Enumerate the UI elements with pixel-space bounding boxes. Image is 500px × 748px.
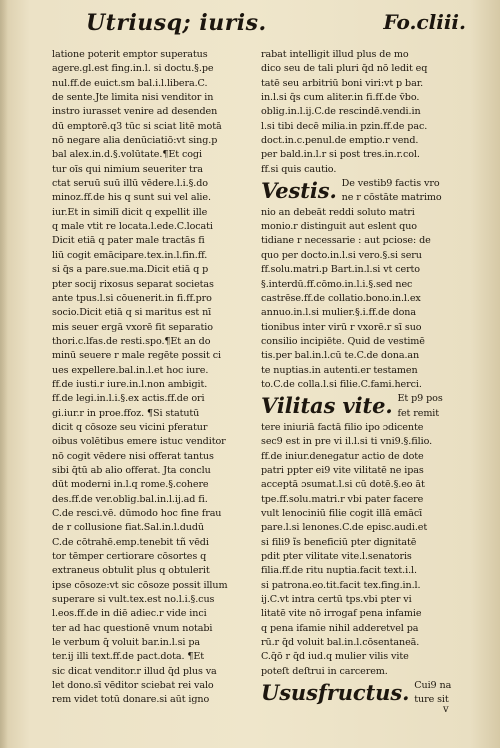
- text-line: Dicit etiā q pater male tractās fi: [52, 235, 205, 247]
- text-line: patri ppter ei9 vite vilitatē ne ipas: [261, 464, 424, 476]
- text-line: vult lenociniū filie cogit illā emācī: [261, 508, 423, 519]
- text-line: ff.de iniur.denegatur actio de dote: [261, 450, 424, 462]
- rubric-vestis: [261, 177, 457, 206]
- text-line: q male vtit re locata.l.ede.C.locati: [52, 221, 213, 233]
- text-line: litatē vite nō irrogaf pena infamie: [261, 608, 422, 620]
- text-line: ff.de legi.in.l.i.§.ex actis.ff.de ori: [52, 393, 205, 405]
- text-line: socio.Dicit etiā q si maritus est nī: [52, 307, 212, 319]
- text-line: §.interdū.ff.cōmo.in.l.i.§.sed nec: [261, 278, 413, 290]
- text-line: rū.r q̄d voluit bal.in.l.cōsentaneā.: [261, 637, 420, 649]
- text-line: dūt moderni in.l.q rome.§.cohere: [52, 479, 209, 491]
- text-line: ctat seruū suū illū vēdere.l.i.§.do: [52, 178, 208, 190]
- text-line: C.de cōtrahē.emp.tenebit tñ vēdi: [52, 536, 209, 548]
- text-line: q pena ifamie nihil adderetvel pa: [261, 622, 419, 634]
- text-line: quo per docto.in.l.si vero.§.si seru: [261, 249, 422, 261]
- text-line: oibus volētibus emere istuc venditor: [52, 436, 226, 448]
- text-line: nio an debeāt reddi soluto matri: [261, 206, 415, 218]
- text-line: sibi q̄tū ab alio offerat. Jta conclu: [52, 464, 211, 476]
- text-line: te nuptias.in autenti.er testamen: [261, 364, 418, 376]
- text-line: annuo.in.l.si mulier.§.i.ff.de dona: [261, 307, 416, 319]
- text-line: ante tpus.l.si cōuenerit.in fi.ff.pro: [52, 292, 212, 304]
- text-line: to.C.de colla.l.si filie.C.fami.herci.: [261, 378, 422, 390]
- text-line: ipse cōsoze:vt sic cōsoze possit illum: [52, 579, 228, 591]
- rubric-tail: De vestib9 factis vro: [341, 178, 440, 190]
- text-line: minoz.ff.de his q sunt sui vel alie.: [52, 192, 211, 204]
- text-line: instro iurasset venire ad desenden: [52, 106, 218, 118]
- text-line: pare.l.si lenones.C.de episc.audi.et: [261, 522, 428, 534]
- text-line: nul.ff.de euict.sm bal.i.l.libera.C.: [52, 77, 208, 89]
- text-line: dū emptorē.q3 tūc si sciat litē motā: [52, 120, 222, 132]
- text-line: de r collusione fiat.Sal.in.l.dudū: [52, 522, 204, 534]
- text-line: agere.gl.est fing.in.l. si doctu.§.pe: [52, 63, 214, 75]
- text-line: latione poterit emptor superatus: [52, 49, 208, 60]
- text-line: ff.solu.matri.p Bart.in.l.si vt certo: [261, 264, 420, 276]
- text-line: nō cogit vēdere nisi offerat tantus: [52, 450, 214, 462]
- text-line: thori.c.lfas.de resti.spo.¶Et an do: [52, 335, 211, 347]
- rubric-vilitas: [261, 392, 457, 421]
- text-line: sec9 est in pre vi il.l.si ti vni9.§.filio.: [261, 436, 433, 448]
- text-line: in.l.si q̄s cum aliter.in fi.ff.de v̄bo.: [261, 92, 420, 104]
- text-line: sic dicat venditor.r illud q̄d plus va: [52, 665, 217, 677]
- text-line: pdit pter vilitate vite.l.senatoris: [261, 551, 412, 563]
- text-line: tere iniuriā factā filio ipo ɔdicente: [261, 421, 424, 433]
- text-line: tionibus inter virū r vxorē.r sī suo: [261, 321, 422, 333]
- text-line: dicit q cōsoze seu vicini pferatur: [52, 421, 208, 433]
- text-line: si fili9 ĩs beneficiū pter dignitatē: [261, 536, 417, 548]
- text-line: pter socij rixosus separat societas: [52, 278, 214, 290]
- text-line: l.si tibi decē milia.in pzin.ff.de pac.: [261, 120, 428, 132]
- text-line: de sente.Jte limita nisi venditor in: [52, 92, 214, 104]
- running-head: [86, 10, 466, 40]
- text-line: rabat intelligit illud plus de mo: [261, 49, 409, 60]
- text-line: bal alex.in.d.§.volūtate.¶Et cogi: [52, 149, 202, 161]
- folio-number: Fo.cliii.: [383, 10, 466, 34]
- rubric-heading: Vilitas vite.: [261, 393, 393, 419]
- rubric-tail: Et p9 pos: [397, 393, 443, 405]
- text-line: le verbum q̄ voluit bar.in.l.si pa: [52, 637, 201, 649]
- right-column: [261, 48, 457, 708]
- text-line: si patrona.eo.tit.facit tex.fing.in.l.: [261, 579, 421, 591]
- text-line: doct.in.c.penul.de emptio.r vend.: [261, 135, 419, 147]
- text-line: tis.per bal.in.l.cū te.C.de dona.an: [261, 350, 420, 362]
- text-line: tatē seu arbitriū boni viri:vt p bar.: [261, 77, 424, 89]
- text-line: rem videt totū donare.si aūt igno: [52, 694, 210, 706]
- text-line: C.de resci.vē. dūmodo hoc fine frau: [52, 508, 222, 519]
- text-line: ne r cōstāte matrimo: [341, 192, 442, 204]
- text-line: fet remit: [397, 407, 440, 419]
- text-line: l.eos.ff.de in diē adiec.r vide inci: [52, 608, 207, 620]
- text-line: dico seu de tali pluri q̄d nō ledit eq: [261, 63, 428, 75]
- rubric-heading: Ususfructus.: [261, 680, 410, 706]
- text-line: des.ff.de ver.oblig.bal.in.l.ij.ad fi.: [52, 493, 208, 505]
- text-line: ff.si quis cautio.: [261, 163, 337, 175]
- text-line: poteſt deſtrui in carcerem.: [261, 665, 388, 677]
- text-line: tidiane r necessarie : aut pciose: de: [261, 235, 431, 247]
- text-line: tor tēmper certiorare cōsortes q: [52, 551, 207, 563]
- text-line: si q̃s a pare.sue.ma.Dicit etiā q p: [52, 264, 209, 276]
- text-line: iur.Et in similī dicit q expellit ille: [52, 206, 208, 218]
- binding-shadow: [0, 0, 8, 748]
- text-line: ter ad hac questionē vnum notabi: [52, 622, 213, 634]
- text-line: castrēse.ff.de collatio.bono.in.l.ex: [261, 292, 421, 304]
- running-title: Utriusq; iuris.: [86, 10, 267, 36]
- text-line: acceptā ɔsumat.l.si cū dotē.§.eo āt: [261, 479, 425, 491]
- rubric-tail: Cui9 na: [414, 680, 452, 692]
- text-line: consilio incipiēte. Quid de vestimē: [261, 335, 425, 347]
- text-line: monio.r distinguit aut eslent quo: [261, 221, 417, 233]
- text-line: C.q̄ō r q̄d iud.q mulier vilis vite: [261, 651, 409, 663]
- text-line: ff.de iusti.r iure.in.l.non ambigit.: [52, 378, 208, 390]
- text-line: extraneus obtulit plus q obtulerit: [52, 565, 210, 577]
- text-line: superare si vult.tex.est no.l.i.§.cus: [52, 594, 215, 606]
- text-line: minū seuere r male regēte possit ci: [52, 350, 221, 362]
- text-line: ij.C.vt intra certū tps.vbi pter vi: [261, 594, 412, 606]
- text-line: gi.iur.r in proe.ffoz. ¶Si statutū: [52, 407, 200, 419]
- left-column: [52, 48, 248, 708]
- text-line: mis seuer ergā vxorē fit separatio: [52, 321, 213, 333]
- rubric-heading: Vestis.: [261, 178, 337, 204]
- text-line: let dono.sī vēditor sciebat rei valo: [52, 680, 214, 692]
- text-line: per bald.in.l.r si post tres.in.r.col.: [261, 149, 420, 161]
- catchword: v: [443, 704, 449, 715]
- text-line: filia.ff.de ritu nuptia.facit text.i.l.: [261, 565, 417, 577]
- rubric-tail: ture sit: [414, 694, 449, 706]
- text-line: nō negare alia denūciatiō:vt sing.p: [52, 135, 218, 147]
- text-line: tur oīs qui nimium seueriter tra: [52, 163, 203, 175]
- text-line: ter.ij illi text.ff.de pact.dota. ¶Et: [52, 651, 205, 663]
- text-line: tpe.ff.solu.matri.r vbi pater facere: [261, 493, 424, 505]
- text-line: ues expellere.bal.in.l.et hoc iure.: [52, 364, 209, 376]
- text-line: liū cogit emācipare.tex.in.l.fin.ff.: [52, 249, 208, 261]
- text-line: oblig.in.l.ij.C.de rescindē.vendi.in: [261, 106, 421, 118]
- rubric-ususfructus: [261, 679, 457, 708]
